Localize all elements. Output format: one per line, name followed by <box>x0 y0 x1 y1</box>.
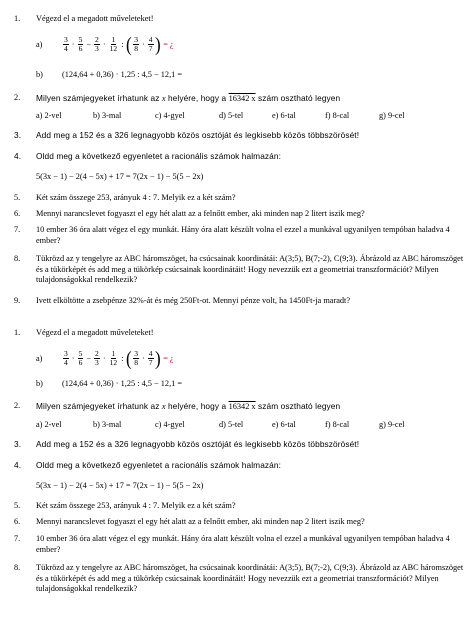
fraction: $\frac{3}{8}$ <box>134 34 138 53</box>
question-number: 2. <box>14 401 21 410</box>
question-number: 8. <box>14 254 21 263</box>
question-number: 6. <box>14 209 21 218</box>
question-text: Add meg a 152 és a 326 legnagyobb közös osztóját és legkisebb közös többszörösét! <box>36 439 360 449</box>
option: e) 6-tal <box>272 420 296 429</box>
question-number: 4. <box>14 151 22 161</box>
option: c) 4-gyel <box>155 420 185 429</box>
question-number: 3. <box>14 130 22 140</box>
option: a) 2-vel <box>36 420 62 429</box>
question-text: Végezd el a megadott műveleteket! <box>36 14 154 23</box>
fraction: $\frac{5}{6}$ <box>78 348 83 367</box>
fraction: $\frac{1}{12}$ <box>109 34 118 53</box>
equation: 5(3x − 1) − 2(4 − 5x) + 17 = 7(2x − 1) − 5(5 − 2x) <box>36 172 204 181</box>
fraction-expression: $\frac{3}{4}$ · $\frac{5}{6}$ − $\frac{2}{3}$ · $\frac{1}{12}$ : ( $\frac{3}{8}$ · $\frac{4}{7}$ ) = ¿ <box>64 346 174 370</box>
option: b) 3-mal <box>93 420 122 429</box>
question-number: 2. <box>14 93 21 102</box>
question-number: 4. <box>14 460 22 470</box>
fraction: $\frac{2}{3}$ <box>95 348 99 367</box>
question-text: Milyen számjegyeket írhatunk az x helyére, hogy a 16342 x szám osztható legyen <box>36 93 341 103</box>
option: a) 2-vel <box>36 111 62 120</box>
part-b-expression: (124,64 + 0,36) · 1,25 : 4,5 − 12,1 = <box>62 379 183 388</box>
option: c) 4-gyel <box>155 111 185 120</box>
part-a-label: a) <box>36 354 43 363</box>
part-b-label: b) <box>36 379 43 388</box>
fraction: $\frac{3}{4}$ <box>64 348 68 367</box>
fraction-expression: $\frac{3}{4}$ · $\frac{5}{6}$ − $\frac{2}{3}$ · $\frac{1}{12}$ : ( $\frac{3}{8}$ · $\frac{4}{7}$ ) = ¿ <box>64 32 174 56</box>
question-text: 10 ember 36 óra alatt végez el egy munkát. Hány óra alatt készült volna el ezzel a munkával ugyanilyen tempóban haladva 4 ember? <box>36 534 450 554</box>
option: e) 6-tal <box>272 111 296 120</box>
question-number: 8. <box>14 563 21 572</box>
question-text: Milyen számjegyeket írhatunk az x helyére, hogy a 16342 x szám osztható legyen <box>36 401 341 411</box>
question-text: Oldd meg a következő egyenletet a racionális számok halmazán: <box>36 460 281 470</box>
question-text: Ivett elköltötte a zsebpénze 32%-át és még 250Ft-ot. Mennyi pénze volt, ha 1450Ft-ja maradt? <box>36 296 351 305</box>
question-number: 7. <box>14 225 21 234</box>
option: b) 3-mal <box>93 111 122 120</box>
option: f) 8-cal <box>325 420 350 429</box>
question-number: 1. <box>14 328 21 337</box>
question-text: Két szám összege 253, arányuk 4 : 7. Melyik ez a két szám? <box>36 193 236 202</box>
question-number: 1. <box>14 14 21 23</box>
fraction: $\frac{4}{7}$ <box>148 34 153 53</box>
question-text: Két szám összege 253, arányuk 4 : 7. Melyik ez a két szám? <box>36 501 236 510</box>
result-placeholder: ¿ <box>169 353 174 363</box>
question-number: 6. <box>14 517 21 526</box>
question-number: 9. <box>14 296 21 305</box>
fraction: $\frac{3}{8}$ <box>134 348 138 367</box>
option: f) 8-cal <box>325 111 350 120</box>
question-text: Tükrözd az y tengelyre az ABC háromszöget, ha csúcsainak koordinátái: A(3;5), B(7;-2), C(9;3). Ábrázold az ABC háromszöget és a tükörképét és add meg a tükörkép csúcsainak koordinátáit! Hogy nevezzük ezt a geometriai transzformációt? Milyen tulajdonságokkal rendelkezik? <box>36 563 464 594</box>
option: g) 9-cel <box>379 111 405 120</box>
question-text: Oldd meg a következő egyenletet a racionális számok halmazán: <box>36 151 281 161</box>
overlined-number: 16342 x <box>228 402 256 411</box>
question-text: Mennyi narancslevet fogyaszt el egy hét alatt az a felnőtt ember, aki minden nap 2 litert iszik meg? <box>36 517 365 526</box>
question-number: 5. <box>14 193 21 202</box>
question-number: 5. <box>14 501 21 510</box>
fraction: $\frac{2}{3}$ <box>95 34 99 53</box>
part-a-label: a) <box>36 40 43 49</box>
fraction: $\frac{3}{4}$ <box>64 34 68 53</box>
result-placeholder: ¿ <box>169 39 174 49</box>
option: d) 5-tel <box>219 420 244 429</box>
fraction: $\frac{5}{6}$ <box>78 34 83 53</box>
option: g) 9-cel <box>379 420 405 429</box>
fraction: $\frac{1}{12}$ <box>109 348 118 367</box>
fraction: $\frac{4}{7}$ <box>148 348 153 367</box>
question-text: Add meg a 152 és a 326 legnagyobb közös osztóját és legkisebb közös többszörösét! <box>36 130 360 140</box>
equation: 5(3x − 1) − 2(4 − 5x) + 17 = 7(2x − 1) − 5(5 − 2x) <box>36 481 204 490</box>
part-b-label: b) <box>36 70 43 79</box>
overlined-number: 16342 x <box>228 94 256 103</box>
option: d) 5-tel <box>219 111 244 120</box>
question-text: Végezd el a megadott műveleteket! <box>36 328 154 337</box>
question-number: 7. <box>14 534 21 543</box>
question-text: Mennyi narancslevet fogyaszt el egy hét alatt az a felnőtt ember, aki minden nap 2 litert iszik meg? <box>36 209 365 218</box>
part-b-expression: (124,64 + 0,36) · 1,25 : 4,5 − 12,1 = <box>62 70 183 79</box>
question-text: 10 ember 36 óra alatt végez el egy munkát. Hány óra alatt készült volna el ezzel a munkával ugyanilyen tempóban haladva 4 ember? <box>36 225 450 245</box>
question-number: 3. <box>14 439 22 449</box>
question-text: Tükrözd az y tengelyre az ABC háromszöget, ha csúcsainak koordinátái: A(3;5), B(7;-2), C(9;3). Ábrázold az ABC háromszöget és a tükörképét és add meg a tükörkép csúcsainak koordinátáit! Hogy nevezzük ezt a geometriai transzformációt? Milyen tulajdonságokkal rendelkezik? <box>36 254 464 285</box>
